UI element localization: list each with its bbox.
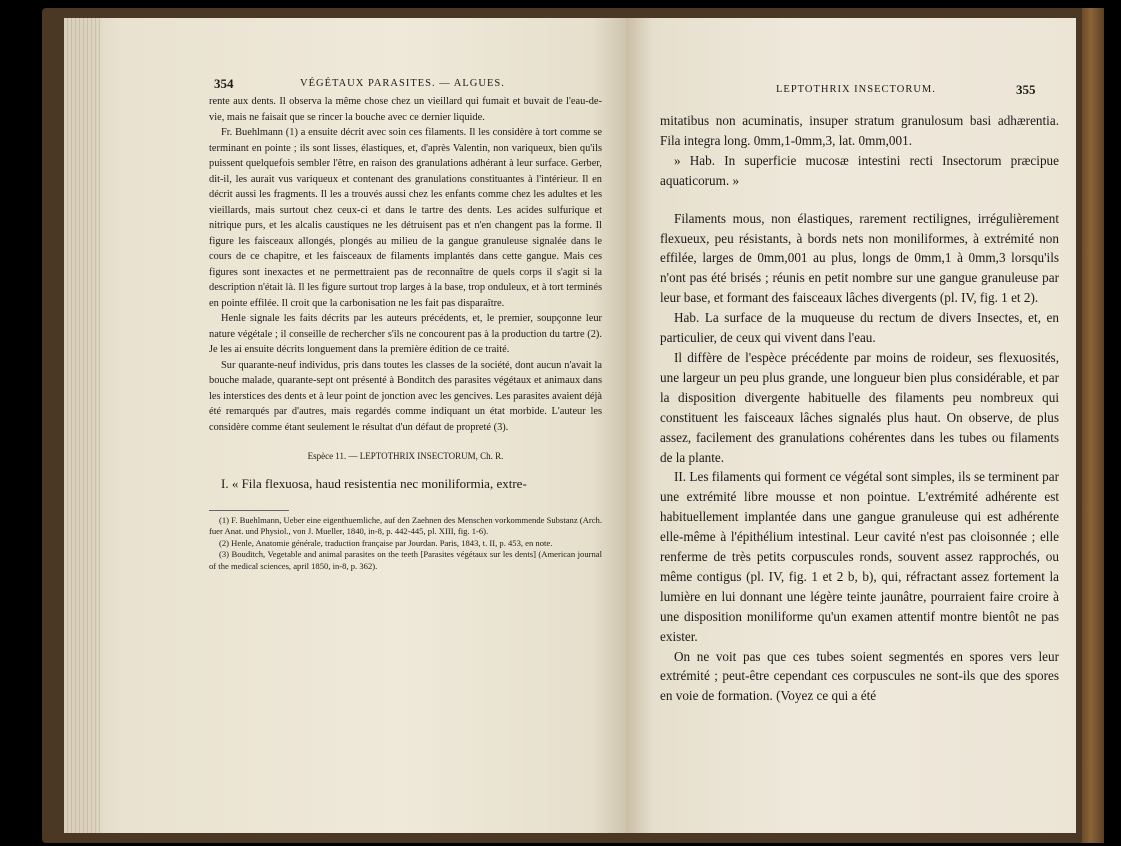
right-text-column bbox=[660, 111, 1059, 706]
paragraph: II. Les filaments qui forment ce végétal sont simples, ils se terminent par une extrémité libre mousse et non pointue. L'extrémité adhérente est habituellement implantée dans une gangue granuleuse qui est adhérente elle-même à l'épithélium intestinal. Leur cavité n'est pas cloisonnée ; elle renferme de très petits corpuscules ronds, souvent assez rapprochés, ou même contigus (pl. IV, fig. 1 et 2 b, b), qui, réfractant assez fortement la lumière en lui donnant une légère teinte jaunâtre, pourraient faire croire à une disposition moniliforme qu'un examen attentif montre bientôt ne pas exister. bbox=[660, 469, 1059, 644]
paragraph: Hab. La surface de la muqueuse du rectum de divers Insectes, et, en particulier, de ceux qui vivent dans l'eau. bbox=[660, 310, 1059, 346]
left-page bbox=[64, 18, 626, 833]
page-edges bbox=[64, 18, 100, 833]
left-page-number: 354 bbox=[214, 76, 234, 91]
footnote: (2) Henle, Anatomie générale, traduction française par Jourdan. Paris, 1843, t. II, p. 453, en note. bbox=[219, 537, 553, 548]
paragraph: Sur quarante-neuf individus, pris dans toutes les classes de la société, dont aucun n'avait la bouche malade, quarante-sept ont présenté à Bonditch des parasites végétaux et animaux dans les interstices des dents et à leur point de jonction avec les gencives. Les parasites avaient déjà été remarqués par d'autres, mais regardés comme indiquant un état morbide. L'auteur les considère comme étant seulement le résultat d'un défaut de propreté (3). bbox=[209, 359, 602, 433]
footnote: (3) Bouditch, Vegetable and animal parasites on the teeth [Parasites végétaux sur les dents] (American journal of the medical sciences, april 1850, in-8, p. 362). bbox=[209, 549, 602, 571]
paragraph: Il diffère de l'espèce précédente par moins de roideur, ses flexuosités, une largeur un peu plus grande, une longueur bien plus considérable, et par la disposition divergente habituelle des filaments peu nombreux qui constituent les faisceaux lâches signalés plus haut. On observe, de plus assez, facilement des granulations cohérentes dans les tubes ou filaments de la plante. bbox=[660, 349, 1059, 465]
paragraph: On ne voit pas que ces tubes soient segmentés en spores vers leur extrémité ; peut-être cependant ces corpuscules ne sont-ils que des spores en voie de formation. (Voyez ce qui a été bbox=[660, 648, 1059, 704]
paragraph: » Hab. In superficie mucosæ intestini recti Insectorum præcipue aquaticorum. » bbox=[660, 152, 1059, 188]
right-page bbox=[626, 18, 1076, 833]
species-heading: Espèce 11. — LEPTOTHRIX INSECTORUM, Ch. R. bbox=[307, 451, 504, 461]
footnote-rule bbox=[209, 510, 289, 511]
right-page-number: 355 bbox=[1016, 82, 1036, 97]
left-running-head: VÉGÉTAUX PARASITES. — ALGUES. bbox=[300, 78, 505, 89]
left-text-column bbox=[209, 94, 602, 572]
book-spine bbox=[1082, 8, 1104, 843]
paragraph: mitatibus non acuminatis, insuper stratum granulosum basi adhærentia. Fila integra long. 0mm,1-0mm,3, lat. 0mm,001. bbox=[660, 113, 1059, 148]
paragraph: Fr. Buehlmann (1) a ensuite décrit avec soin ces filaments. Il les considère à tort comme se terminant en pointe ; ils sont lisses, élastiques, et, d'après Valentin, non variqueux, bien qu'ils puissent quelquefois sembler l'être, en raison des granulations adhérant à leur surface. Gerber, dit-il, les aurait vus variqueux et contenant des granulations constituantes à l'intérieur. Il en décrit aussi les fragments. Il les a trouvés aussi chez les enfants comme chez les adultes et les vieillards, mais surtout chez ceux-ci et dans le tartre des dents. Les acides sulfurique et nitrique purs, et les alcalis caustiques ne les détruisent pas et n'en changent pas la forme. Il figure les faisceaux allongés, plongés au milieu de la gangue granuleuse signalée dans le cours de ce chapitre, et les faisceaux de filaments implantés dans cette gangue. Mais ces figures sont inexactes et ne permettraient pas de reconnaître de quels corps il s'agit si la description n'était là. Il les figure surtout trop larges à la base, trop onduleux, et à tort terminés en pointe effilée. Il croit que la carbonisation ne les fait pas disparaître. bbox=[209, 127, 602, 309]
paragraph: rente aux dents. Il observa la même chose chez un vieillard qui fumait et buvait de l'eau-de-vie, mais ne faisait que se rincer la bouche avec ce dernier liquide. bbox=[209, 96, 602, 123]
right-running-head: LEPTOTHRIX INSECTORUM. bbox=[776, 84, 936, 95]
footnote: (1) F. Buehlmann, Ueber eine eigenthuemliche, auf den Zaehnen des Menschen vorkommende Substanz (Arch. fuer Anat. und Physiol., von J. Mueller, 1840, in-8, p. 442-445, pl. XIII, fig. 1-6). bbox=[209, 514, 602, 537]
book bbox=[42, 8, 1104, 843]
paragraph: Henle signale les faits décrits par les auteurs précédents, et, le premier, soupçonne leur nature végétale ; il conseille de rechercher s'ils ne concourent pas à la production du tartre (2). Je les ai ensuite décrits longuement dans la première édition de ce traité. bbox=[209, 313, 602, 355]
footnotes bbox=[209, 515, 602, 573]
paragraph: Filaments mous, non élastiques, rarement rectilignes, irrégulièrement flexueux, peu résistants, à bords nets non moniliformes, à extrémité non effilée, larges de 0mm,001 au plus, longs de 0mm,1 à 0mm,3 lorsqu'ils n'ont pas été brisés ; réunis en petit nombre sur une gangue granuleuse par leur base, et formant des faisceaux lâches divergents (pl. IV, fig. 1 et 2). bbox=[660, 210, 1059, 306]
latin-description-start: I. « Fila flexuosa, haud resistentia nec moniliformia, extre- bbox=[221, 475, 527, 491]
